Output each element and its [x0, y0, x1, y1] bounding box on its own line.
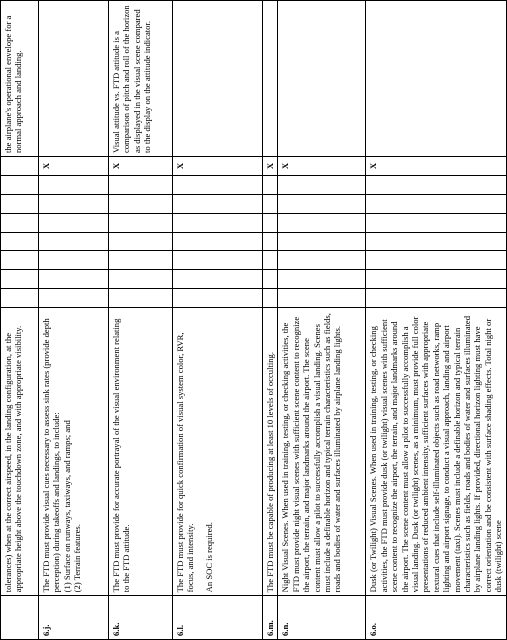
row-6-n — [278, 1, 366, 640]
level-mark-cell — [173, 289, 263, 308]
level-mark-cell — [1, 251, 39, 270]
information-notes: the airplane's operational envelope for a normal approach and landing. — [1, 1, 39, 157]
level-mark-cell — [109, 175, 173, 194]
information-notes: Visual attitude vs. FTD attitude is a comparison of pitch and roll of the horizon as displayed in the visual scene compared to the display on the attitude indicator. — [109, 1, 173, 157]
level-mark-cell — [263, 251, 278, 270]
level-mark-cell: X — [39, 157, 109, 176]
level-mark-cell — [366, 194, 506, 213]
level-mark-cell — [173, 270, 263, 289]
information-notes — [278, 1, 366, 157]
level-mark-cell — [263, 175, 278, 194]
row-6-k — [109, 1, 173, 640]
level-mark-cell — [366, 270, 506, 289]
level-mark-cell — [109, 289, 173, 308]
requirement-number: 6.o. — [366, 596, 506, 640]
requirement-number: 6.k. — [109, 596, 173, 640]
level-mark-cell — [173, 175, 263, 194]
row-6-o — [366, 1, 506, 640]
requirement-description — [109, 308, 173, 596]
level-mark-cell — [1, 289, 39, 308]
requirements-table-body — [1, 1, 507, 640]
description-paragraph: The FTD must provide for accurate portrayal of the visual environment relating to the FTD attitude. — [111, 318, 132, 593]
description-paragraph: An SOC is required. — [203, 522, 214, 593]
description-paragraph: The FTD must provide visual cues necessary to assess sink rates (provide depth perception) during takeoffs and landings, to include: — [41, 318, 62, 593]
requirement-description — [173, 308, 263, 596]
level-mark-cell: X — [278, 157, 366, 176]
information-notes — [263, 1, 278, 157]
level-mark-cell — [278, 175, 366, 194]
level-mark-cell — [278, 270, 366, 289]
requirement-number: 6.j. — [39, 596, 109, 640]
paragraph-gap — [196, 311, 204, 592]
level-mark-cell — [366, 289, 506, 308]
level-mark-cell: X — [263, 157, 278, 176]
requirement-description — [366, 308, 506, 596]
requirement-description — [263, 308, 278, 596]
description-paragraph: The FTD must provide for quick confirmation of visual system color, RVR, focus, and intensity. — [175, 332, 196, 593]
level-mark-cell — [263, 213, 278, 232]
requirement-number — [1, 596, 39, 640]
level-mark-cell — [278, 232, 366, 251]
level-mark-cell — [278, 289, 366, 308]
row-6-m — [263, 1, 278, 640]
level-mark-cell — [366, 213, 506, 232]
level-mark-cell — [278, 251, 366, 270]
description-paragraph: tolerances) when at the correct airspeed, in the landing configuration, at the appropriate height above the touchdown zone, and with appropriate visibility. — [3, 325, 24, 593]
level-mark-cell — [366, 251, 506, 270]
level-mark-cell — [39, 251, 109, 270]
level-mark-cell — [278, 194, 366, 213]
level-mark-cell — [263, 194, 278, 213]
level-mark-cell: X — [109, 157, 173, 176]
description-paragraph: The FTD must be capable of producing at least 10 levels of occulting. — [265, 351, 275, 593]
description-paragraph: Dusk (or Twilight) Visual Scenes. When used in training, testing, or checking activities, the FTD must provide dusk (or twilight) visual scenes with sufficient scene content to recognize the airport, the terrain, and major landmarks around the airport. The scene content must allow a pilot to successfully accomplish a visual landing. Dusk (or twilight) scenes, as a minimum, must provide full color presentations of reduced ambient intensity, sufficient surfaces with appropriate textural cues that include self-illuminated objects such as road networks, ramp lighting and airport signage, to conduct a visual approach, landing and airport movement (taxi). Scenes must include a definable horizon and typical terrain characteristics such as fields, roads and bodies of water and surfaces illuminated by airplane landing lights. If provided, directional horizon lighting must have correct orientation and be consistent with surface shading effects. Total night or dusk (twilight) scene — [368, 315, 504, 593]
requirement-number: 6.l. — [173, 596, 263, 640]
level-mark-cell — [1, 232, 39, 251]
level-mark-cell — [39, 213, 109, 232]
information-notes — [39, 1, 109, 157]
level-mark-cell — [109, 194, 173, 213]
level-mark-cell — [109, 213, 173, 232]
level-mark-cell — [39, 175, 109, 194]
requirement-description — [39, 308, 109, 596]
requirement-description — [278, 308, 366, 596]
requirement-number: 6.n. — [278, 596, 366, 640]
description-paragraph: (1) Surface on runways, taxiways, and ramps; and — [61, 420, 72, 593]
information-notes — [366, 1, 506, 157]
level-mark-cell — [173, 213, 263, 232]
level-mark-cell — [263, 289, 278, 308]
level-mark-cell — [278, 213, 366, 232]
information-notes — [173, 1, 263, 157]
level-mark-cell — [39, 194, 109, 213]
level-mark-cell — [366, 232, 506, 251]
row-continued — [1, 1, 39, 640]
level-mark-cell — [39, 270, 109, 289]
level-mark-cell — [39, 289, 109, 308]
level-mark-cell — [1, 157, 39, 176]
level-mark-cell — [109, 270, 173, 289]
level-mark-cell — [1, 270, 39, 289]
level-mark-cell — [109, 232, 173, 251]
level-mark-cell — [39, 232, 109, 251]
level-mark-cell — [263, 270, 278, 289]
level-mark-cell — [109, 251, 173, 270]
description-paragraph: (2) Terrain features. — [72, 524, 83, 593]
description-paragraph: Night Visual Scenes. When used in training, testing, or checking activities, the FTD must provide night visual scenes with sufficient scene content to recognize the airport, the terrain, and major landmarks around the airport. The scene content must allow a pilot to successfully accomplish a visual landing. Scenes must include a definable horizon and typical terrain characteristics such as fields, roads and bodies of water and surfaces illuminated by airplane landing lights. — [280, 313, 343, 593]
level-mark-cell — [1, 213, 39, 232]
row-6-l — [173, 1, 263, 640]
level-mark-cell: X — [366, 157, 506, 176]
level-mark-cell — [173, 194, 263, 213]
level-mark-cell: X — [173, 157, 263, 176]
level-mark-cell — [1, 175, 39, 194]
level-mark-cell — [263, 232, 278, 251]
level-mark-cell — [1, 194, 39, 213]
level-mark-cell — [366, 175, 506, 194]
row-6-j — [39, 1, 109, 640]
requirement-description — [1, 308, 39, 596]
requirement-number: 6.m. — [263, 596, 278, 640]
level-mark-cell — [173, 251, 263, 270]
level-mark-cell — [173, 232, 263, 251]
